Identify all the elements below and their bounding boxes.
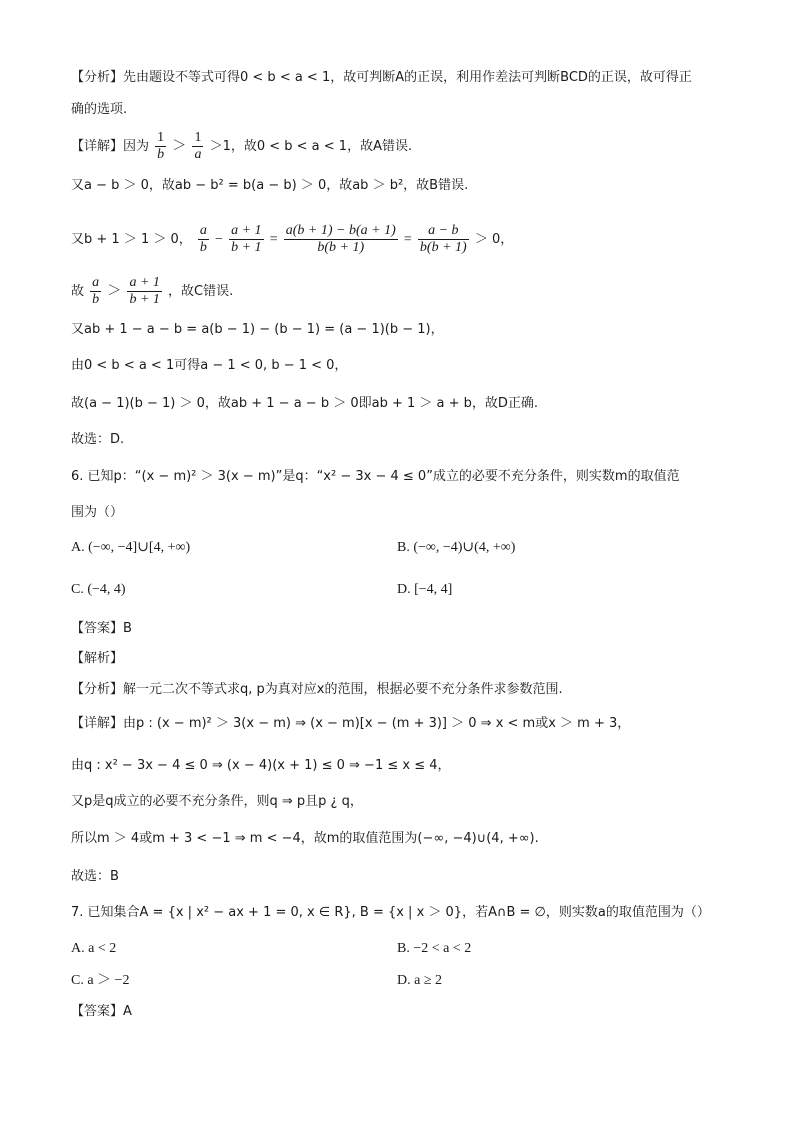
q6-option-d: D. [−4, 4]: [397, 582, 453, 597]
analysis-q5-cont: 确的选项.: [71, 102, 128, 117]
fraction: $\frac{a}{b}$: [92, 275, 100, 307]
q6-analysis: 【分析】解一元二次不等式求q, p为真对应x的范围，根据必要不充分条件求参数范围.: [71, 682, 563, 697]
q6-detail-line4: 所以m ＞ 4或m + 3 < −1 ⇒ m < −4，故m的取值范围为(−∞, −4)∪(4, +∞).: [71, 831, 539, 846]
fraction: $\frac{a - b}{b(b + 1)}$: [419, 223, 467, 255]
q6-choice: 故选：B: [71, 869, 119, 884]
detail-q5-line1: 【详解】因为 $\frac{1}{b}$ ＞ $\frac{1}{a}$ ＞1，故0 < b < a < 1，故A错误.: [71, 130, 413, 162]
q7-option-c: C. a ＞ −2: [71, 973, 130, 988]
q6-option-b: B. (−∞, −4)∪(4, +∞): [397, 540, 516, 555]
q7-option-d: D. a ≥ 2: [397, 973, 443, 988]
q6-detail-line1: 【详解】由p : (x − m)² ＞ 3(x − m) ⇒ (x − m)[x − (m + 3)] ＞ 0 ⇒ x < m或x ＞ m + 3，: [71, 716, 631, 731]
question-6-stem: 6. 已知p：“(x − m)² ＞ 3(x − m)”是q：“x² − 3x − 4 ≤ 0”成立的必要不充分条件，则实数m的取值范: [71, 469, 680, 484]
detail-q5-line2: 又a − b ＞ 0，故ab − b² = b(a − b) ＞ 0，故ab ＞ b²，故B错误.: [71, 178, 469, 193]
fraction: $\frac{a(b + 1) - b(a + 1)}{b(b + 1)}$: [285, 223, 396, 255]
fraction: $\frac{a + 1}{b + 1}$: [231, 223, 262, 255]
q7-option-a: A. a < 2: [71, 941, 117, 956]
q7-option-b: B. −2 < a < 2: [397, 941, 472, 956]
choice-q5: 故选：D.: [71, 432, 125, 447]
question-6-stem-cont: 围为（）: [71, 505, 124, 520]
fraction: $\frac{a}{b}$: [199, 223, 207, 255]
detail-q5-line3: 又b + 1 ＞ 1 ＞ 0， $\frac{a}{b}$ − $\frac{a + 1}{b + 1}$ = $\frac{a(b + 1) - b(a + 1)}{b(b + 1)}$ = $\frac{a - b}{b(b + 1)}$ ＞ 0，: [71, 223, 514, 255]
q6-jiexi-heading: 【解析】: [71, 651, 124, 666]
fraction: $\frac{1}{b}$: [157, 130, 165, 162]
question-7-stem: 7. 已知集合A = {x | x² − ax + 1 = 0, x ∈ R}, B = {x | x ＞ 0}，若A∩B = ∅，则实数a的取值范围为（）: [71, 905, 710, 920]
detail-q5-line7: 故(a − 1)(b − 1) ＞ 0，故ab + 1 − a − b ＞ 0即ab + 1 ＞ a + b，故D正确.: [71, 396, 539, 411]
detail-q5-line5: 又ab + 1 − a − b = a(b − 1) − (b − 1) = (a − 1)(b − 1)，: [71, 322, 444, 337]
q6-option-a: A. (−∞, −4]∪[4, +∞): [71, 540, 191, 555]
q6-option-c: C. (−4, 4): [71, 582, 126, 597]
detail-q5-line4: 故 $\frac{a}{b}$ ＞ $\frac{a + 1}{b + 1}$ ，故C错误.: [71, 275, 234, 307]
fraction: $\frac{a + 1}{b + 1}$: [129, 275, 160, 307]
detail-q5-line6: 由0 < b < a < 1可得a − 1 < 0, b − 1 < 0，: [71, 358, 348, 373]
q7-answer: 【答案】A: [71, 1004, 132, 1019]
q6-detail-line3: 又p是q成立的必要不充分条件，则q ⇒ p且p ¿ q，: [71, 794, 363, 809]
q6-answer: 【答案】B: [71, 621, 132, 636]
fraction: $\frac{1}{a}$: [194, 130, 202, 162]
q6-detail-line2: 由q : x² − 3x − 4 ≤ 0 ⇒ (x − 4)(x + 1) ≤ 0 ⇒ −1 ≤ x ≤ 4，: [71, 758, 451, 773]
analysis-q5: 【分析】先由题设不等式可得0 < b < a < 1，故可判断A的正误，利用作差法可判断BCD的正误，故可得正: [71, 70, 692, 85]
